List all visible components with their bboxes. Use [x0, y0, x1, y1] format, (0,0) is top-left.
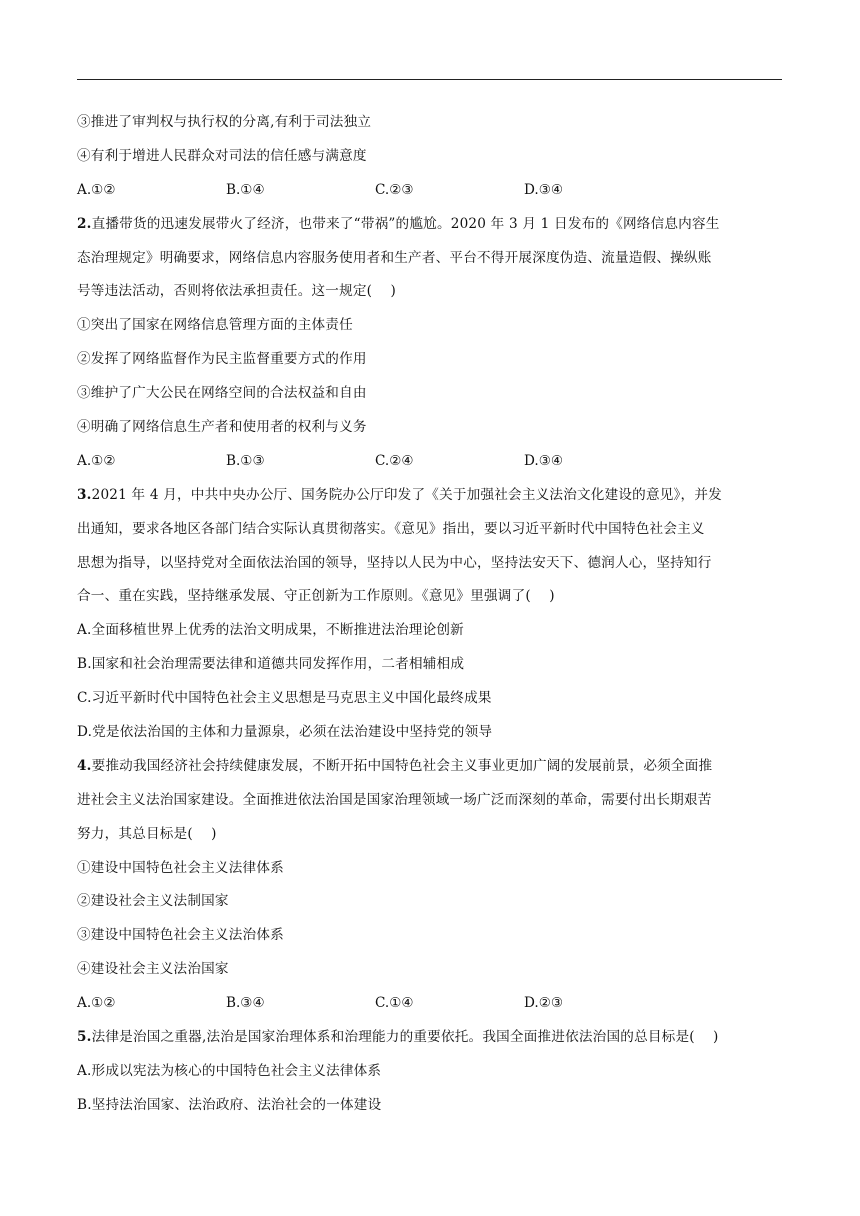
q3-option-a[interactable]: A.全面移植世界上优秀的法治文明成果，不断推进法治理论创新: [77, 622, 464, 639]
q1-item-3: ③推进了审判权与执行权的分离,有利于司法独立: [77, 114, 372, 130]
q3-stem-line-2: 出通知，要求各地区各部门结合实际认真贯彻落实。《意见》指出，要以习近平新时代中国特色社会主义: [77, 520, 705, 537]
question-5: [77, 1021, 787, 1123]
q4-number: 4.: [77, 757, 92, 774]
q3-stem-line-4: 合一、重在实践，坚持继承发展、守正创新为工作原则。《意见》里强调了( ): [77, 588, 555, 605]
question-3: [77, 479, 787, 750]
q2-stem-line-3: 号等违法活动，否则将依法承担责任。这一规定( ): [77, 283, 396, 300]
q1-options: [77, 174, 787, 208]
q4-option-a[interactable]: A.①②: [77, 995, 116, 1012]
q2-stem-line-1: 直播带货的迅速发展带火了经济，也带来了“带祸”的尴尬。2020 年 3 月 1 日发布的《网络信息内容生: [91, 215, 720, 232]
exam-page-content: [77, 106, 787, 1123]
q2-item-2: ②发挥了网络监督作为民主监督重要方式的作用: [77, 351, 367, 368]
q2-number: 2.: [77, 215, 92, 232]
q2-option-d[interactable]: D.③④: [524, 452, 564, 469]
q1-option-a[interactable]: A.①②: [77, 181, 116, 198]
q5-number: 5.: [77, 1029, 92, 1046]
q2-item-4: ④明确了网络信息生产者和使用者的权利与义务: [77, 419, 367, 436]
q5-stem-line-1: 法律是治国之重器,法治是国家治理体系和治理能力的重要依托。我国全面推进依法治国的总目标是( ): [91, 1029, 719, 1046]
q2-options: [77, 445, 787, 479]
q4-option-c[interactable]: C.①④: [375, 995, 414, 1012]
q4-option-b[interactable]: B.③④: [226, 995, 265, 1012]
q1-option-d[interactable]: D.③④: [524, 181, 564, 198]
q4-stem-line-1: 要推动我国经济社会持续健康发展，不断开拓中国特色社会主义事业更加广阔的发展前景，必须全面推: [91, 757, 713, 774]
q3-option-c[interactable]: C.习近平新时代中国特色社会主义思想是马克思主义中国化最终成果: [77, 690, 492, 707]
q4-option-d[interactable]: D.②③: [524, 995, 564, 1012]
question-2: [77, 208, 787, 479]
q2-stem-line-2: 态治理规定》明确要求，网络信息内容服务使用者和生产者、平台不得开展深度伪造、流量造假、操纵账: [77, 249, 712, 266]
q4-stem-line-3: 努力，其总目标是( ): [77, 825, 217, 842]
q2-item-3: ③维护了广大公民在网络空间的合法权益和自由: [77, 385, 367, 402]
header-rule: [77, 79, 782, 80]
q3-stem-line-1: 2021 年 4 月，中共中央办公厅、国务院办公厅印发了《关于加强社会主义法治文化建设的意见》，并发: [91, 486, 722, 503]
q4-stem-line-2: 进社会主义法治国家建设。全面推进依法治国是国家治理领域一场广泛而深刻的革命，需要付出长期艰苦: [77, 791, 712, 808]
q4-item-1: ①建设中国特色社会主义法律体系: [77, 859, 284, 876]
q4-options: [77, 987, 787, 1021]
q5-option-a[interactable]: A.形成以宪法为核心的中国特色社会主义法律体系: [77, 1062, 382, 1079]
q3-option-b[interactable]: B.国家和社会治理需要法律和道德共同发挥作用，二者相辅相成: [77, 656, 465, 673]
q4-item-2: ②建设社会主义法制国家: [77, 893, 229, 910]
q2-option-a[interactable]: A.①②: [77, 452, 116, 469]
q1-item-4: ④有利于增进人民群众对司法的信任感与满意度: [77, 147, 367, 164]
q1-option-b[interactable]: B.①④: [226, 181, 265, 198]
q3-option-d[interactable]: D.党是依法治国的主体和力量源泉，必须在法治建设中坚持党的领导: [77, 724, 493, 741]
q4-item-4: ④建设社会主义法治国家: [77, 961, 229, 978]
question-1: [77, 106, 787, 208]
question-4: [77, 750, 787, 1021]
q3-number: 3.: [77, 486, 92, 503]
q5-option-b[interactable]: B.坚持法治国家、法治政府、法治社会的一体建设: [77, 1096, 382, 1113]
q2-item-1: ①突出了国家在网络信息管理方面的主体责任: [77, 317, 353, 334]
q1-option-c[interactable]: C.②③: [375, 181, 414, 198]
q2-option-b[interactable]: B.①③: [226, 452, 265, 469]
q4-item-3: ③建设中国特色社会主义法治体系: [77, 927, 284, 944]
q3-stem-line-3: 思想为指导，以坚持党对全面依法治国的领导，坚持以人民为中心，坚持法安天下、德润人心，坚持知行: [77, 554, 712, 571]
q2-option-c[interactable]: C.②④: [375, 452, 414, 469]
